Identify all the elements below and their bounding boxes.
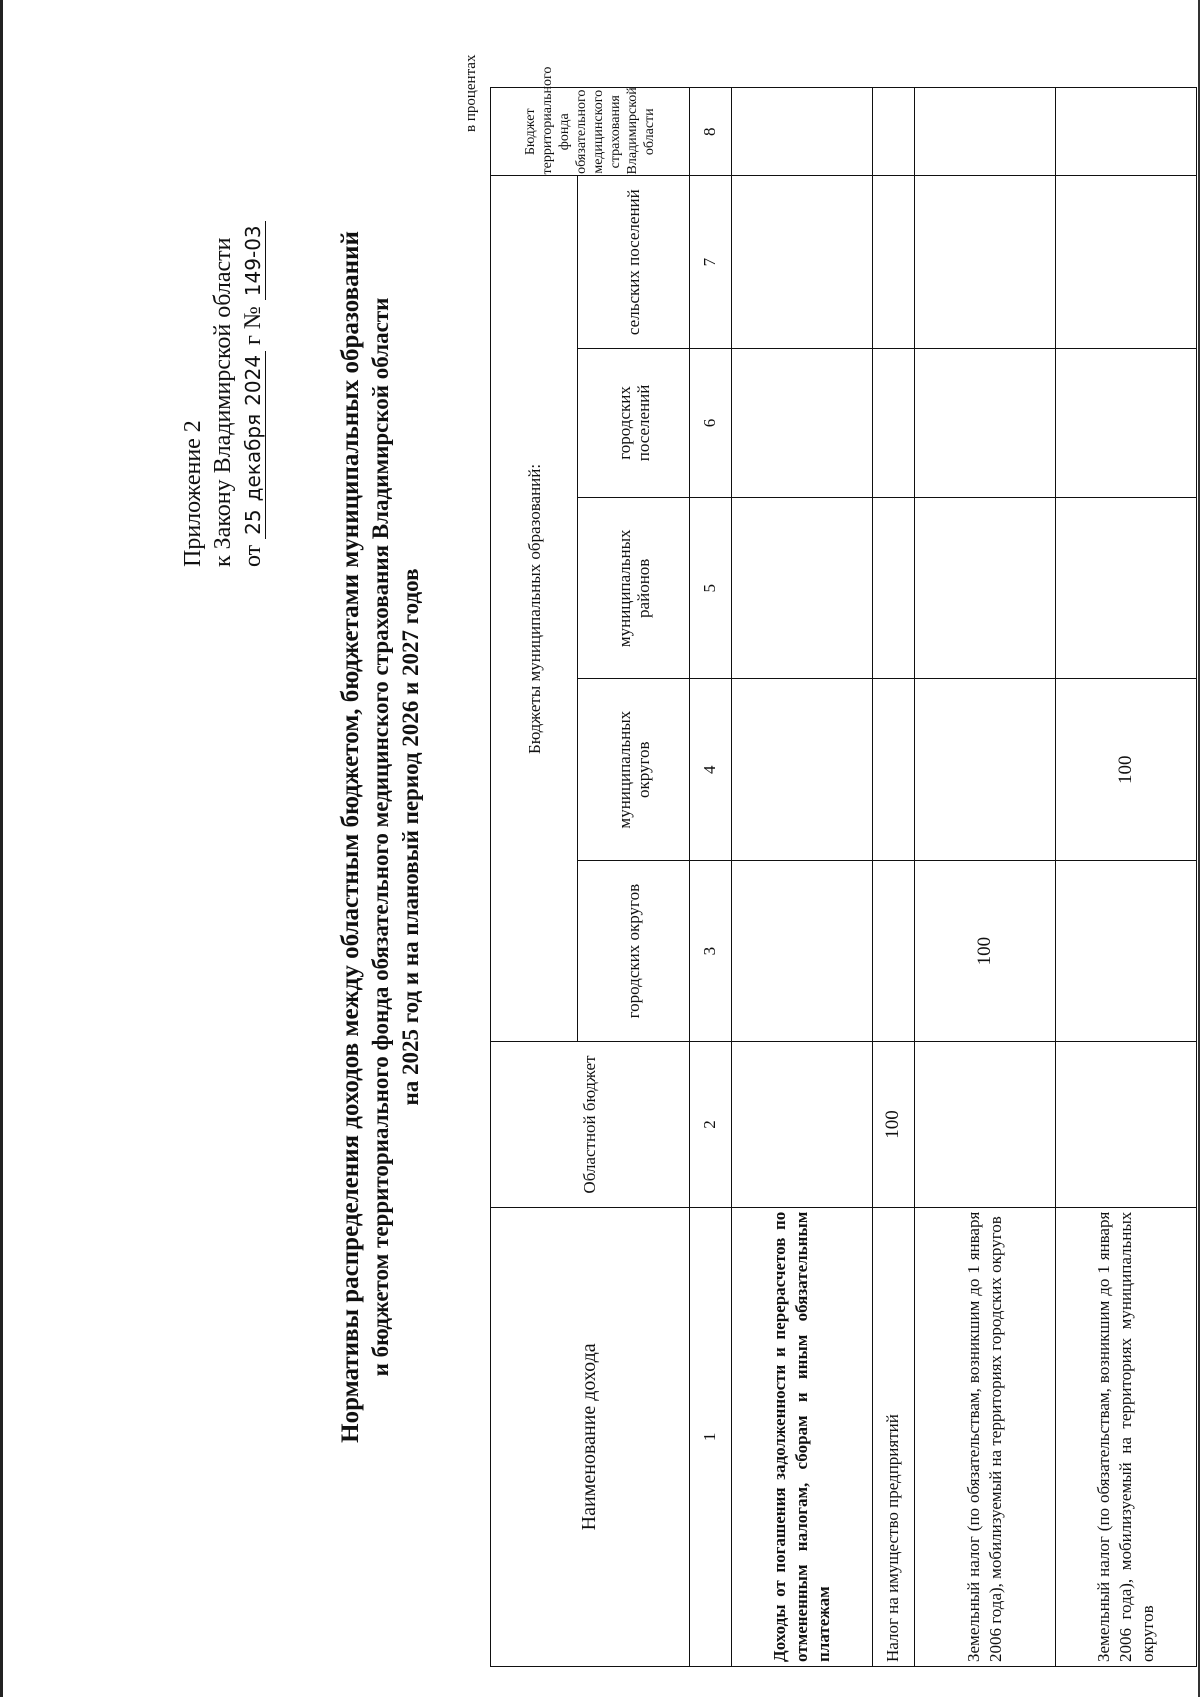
cell-tfoms bbox=[872, 88, 914, 177]
cell-urban-districts: 100 bbox=[915, 860, 1056, 1041]
cell-urban-districts bbox=[872, 860, 914, 1041]
appendix-date-line bbox=[238, 47, 268, 567]
cell-urban-districts bbox=[731, 860, 872, 1041]
row-income-name: Налог на имущество предприятий bbox=[872, 1207, 914, 1666]
row-income-name: Земельный налог (по обязательствам, возникшим до 1 января 2006 года), мобилизуемый на территориях городских округов bbox=[915, 1207, 1056, 1666]
cell-municipal-areas bbox=[1056, 498, 1197, 679]
cell-tfoms bbox=[731, 88, 872, 177]
cell-rural-settlements bbox=[731, 176, 872, 348]
date-year: 2024 bbox=[241, 351, 266, 410]
cell-rural-settlements bbox=[872, 176, 914, 348]
table-row bbox=[872, 88, 914, 1667]
row-income-name: Доходы от погашения задолженности и перерасчетов по отмененным налогам, сборам и иным обязательным платежам bbox=[731, 1207, 872, 1666]
cell-municipal-districts bbox=[872, 679, 914, 860]
cell-tfoms bbox=[1056, 88, 1197, 177]
column-number-row bbox=[689, 88, 731, 1667]
column-number: 1 bbox=[689, 1207, 731, 1666]
cell-rural-settlements bbox=[915, 176, 1056, 348]
page-title bbox=[336, 207, 426, 1467]
table-row bbox=[731, 88, 872, 1667]
cell-municipal-districts: 100 bbox=[1056, 679, 1197, 860]
column-number: 2 bbox=[689, 1042, 731, 1207]
title-line-2: и бюджетом территориального фонда обязательного медицинского страхования Владимирской области bbox=[368, 297, 393, 1377]
appendix-law-ref: к Закону Владимирской области bbox=[210, 237, 236, 567]
column-number: 5 bbox=[689, 498, 731, 679]
table-row bbox=[915, 88, 1056, 1667]
column-number: 6 bbox=[689, 348, 731, 497]
header-tfoms: Бюджет территориального фонда обязательного медицинского страхования Владимирской области bbox=[491, 88, 690, 177]
header-municipal-districts: муниципальных округов bbox=[578, 679, 689, 860]
header-municipal-group: Бюджеты муниципальных образований: bbox=[491, 176, 578, 1042]
cell-urban-settlements bbox=[731, 348, 872, 497]
column-number: 7 bbox=[689, 176, 731, 348]
cell-regional bbox=[915, 1042, 1056, 1207]
header-rural-settlements: сельских поселений bbox=[578, 176, 689, 348]
table-row bbox=[1056, 88, 1197, 1667]
cell-urban-settlements bbox=[1056, 348, 1197, 497]
row-income-name: Земельный налог (по обязательствам, возникшим до 1 января 2006 года), мобилизуемый на территориях муниципальных округов bbox=[1056, 1207, 1197, 1666]
date-prefix: от bbox=[240, 544, 266, 567]
date-month: декабря bbox=[241, 410, 266, 506]
title-line-1: Нормативы распределения доходов между областным бюджетом, бюджетами муниципальных образований bbox=[337, 231, 364, 1443]
header-row bbox=[491, 88, 578, 1667]
header-municipal-areas: муниципальных районов bbox=[578, 498, 689, 679]
unit-note: в процентах bbox=[463, 54, 479, 132]
law-number: 149-03 bbox=[241, 221, 266, 300]
header-name: Наименование дохода bbox=[491, 1207, 690, 1666]
cell-municipal-districts bbox=[731, 679, 872, 860]
norms-table bbox=[490, 66, 1197, 1667]
column-number: 8 bbox=[689, 88, 731, 177]
cell-municipal-areas bbox=[915, 498, 1056, 679]
cell-urban-settlements bbox=[915, 348, 1056, 497]
cell-urban-settlements bbox=[872, 348, 914, 497]
cell-urban-districts bbox=[1056, 860, 1197, 1041]
header-urban-settlements: городских поселений bbox=[578, 348, 689, 497]
year-suffix: г № bbox=[240, 306, 266, 345]
cell-regional: 100 bbox=[872, 1042, 914, 1207]
header-regional: Областной бюджет bbox=[491, 1042, 690, 1207]
cell-municipal-areas bbox=[731, 498, 872, 679]
cell-regional bbox=[1056, 1042, 1197, 1207]
column-number: 4 bbox=[689, 679, 731, 860]
appendix-header bbox=[178, 47, 268, 567]
cell-municipal-areas bbox=[872, 498, 914, 679]
appendix-title: Приложение 2 bbox=[180, 420, 206, 567]
title-line-3: на 2025 год и на плановый период 2026 и 2027 годов bbox=[398, 568, 423, 1106]
date-day: 25 bbox=[241, 505, 266, 538]
header-urban-districts: городских округов bbox=[578, 860, 689, 1041]
cell-regional bbox=[731, 1042, 872, 1207]
cell-tfoms bbox=[915, 88, 1056, 177]
cell-municipal-districts bbox=[915, 679, 1056, 860]
cell-rural-settlements bbox=[1056, 176, 1197, 348]
column-number: 3 bbox=[689, 860, 731, 1041]
